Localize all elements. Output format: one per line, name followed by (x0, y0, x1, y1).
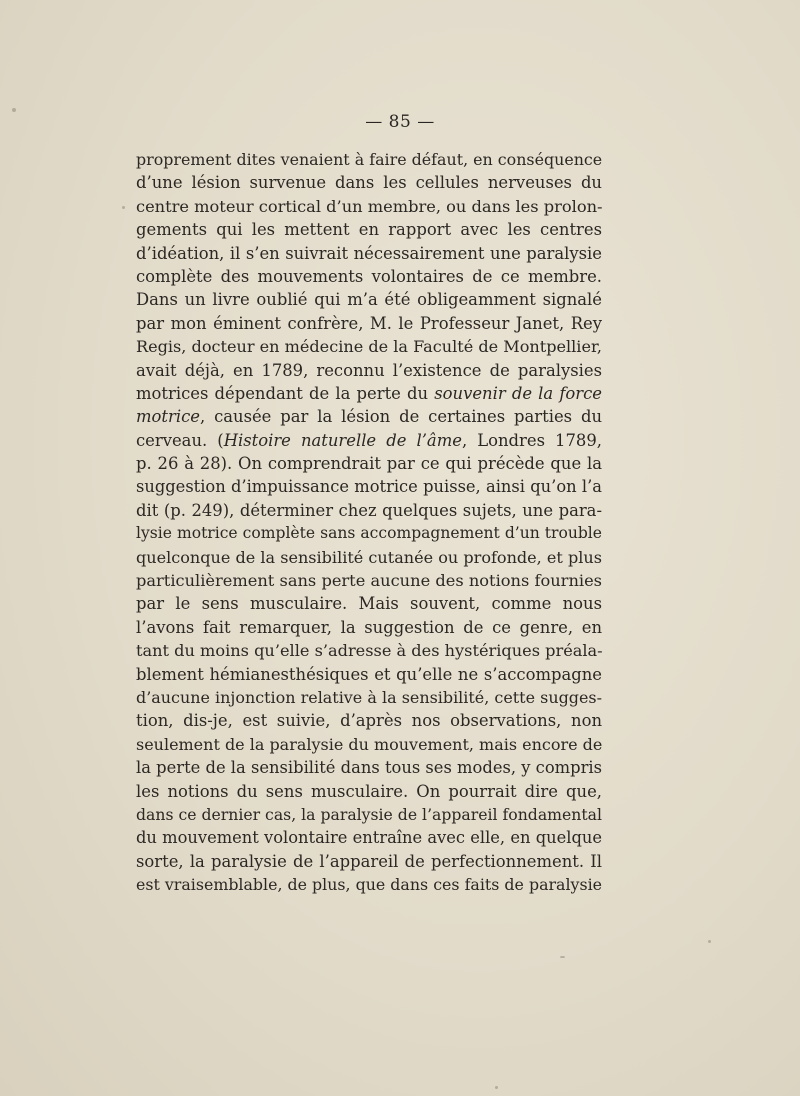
text-segment: blement hémianesthésiques et qu’elle ne s’accompagne (136, 664, 602, 684)
text-segment: complète des mouvements volontaires de ce membre. (136, 266, 602, 286)
text-segment: d’idéation, il s’en suivrait nécessairement une paralysie (136, 243, 602, 263)
text-segment: sorte, la paralysie de l’appareil de perfectionnement. Il (136, 851, 602, 871)
text-line (136, 733, 602, 756)
text-segment: les notions du sens musculaire. On pourrait dire que, (136, 781, 602, 801)
text-line (136, 195, 602, 218)
text-line (136, 709, 602, 732)
text-segment: centre moteur cortical d’un membre, ou dans les prolon- (136, 196, 603, 216)
text-line (136, 616, 602, 639)
text-line (136, 522, 602, 545)
italic-segment: motrice (136, 407, 200, 427)
text-line (136, 639, 602, 662)
text-segment: par mon éminent confrère, M. le Professeur Janet, Rey (136, 313, 602, 333)
text-segment: gements qui les mettent en rapport avec les centres (136, 220, 602, 240)
text-line (136, 335, 602, 358)
text-line (136, 826, 602, 849)
text-segment: avait déjà, en 1789, reconnu l’existence de paralysies (136, 360, 602, 380)
italic-segment: Histoire naturelle de l’âme (223, 430, 462, 450)
text-segment: , causée par la lésion de certaines parties du (199, 407, 602, 427)
text-segment: d’aucune injonction relative à la sensibilité, cette sugges- (136, 687, 602, 707)
text-line (136, 265, 602, 288)
text-segment: du mouvement volontaire entraîne avec elle, en quelque (136, 828, 602, 848)
text-segment: dans ce dernier cas, la paralysie de l’appareil fondamental (136, 804, 602, 824)
body-text (136, 148, 602, 897)
text-segment: la perte de la sensibilité dans tous ses modes, y compris (136, 758, 602, 778)
text-segment: dit (p. 249), déterminer chez quelques sujets, une para- (136, 500, 602, 520)
text-line (136, 429, 602, 452)
text-line (136, 803, 602, 826)
text-segment: quelconque de la sensibilité cutanée ou profonde, et plus (136, 547, 602, 567)
text-segment: cerveau. ( (136, 430, 224, 450)
text-segment: lysie motrice complète sans accompagnement d’un trouble (136, 524, 602, 543)
text-line (136, 242, 602, 265)
text-segment: l’avons fait remarquer, la suggestion de ce genre, en (136, 617, 602, 637)
text-line (136, 780, 602, 803)
text-segment: est vraisemblable, de plus, que dans ces faits de paralysie (136, 875, 602, 895)
italic-segment: souvenir de la force (434, 383, 602, 403)
text-segment: suggestion d’impuissance motrice puisse, ainsi qu’on l’a (136, 477, 602, 497)
text-line (136, 663, 602, 686)
text-line (136, 382, 602, 405)
text-segment: Regis, docteur en médecine de la Faculté de Montpellier, (136, 337, 602, 357)
text-line (136, 475, 602, 498)
text-line (136, 873, 602, 896)
text-line (136, 546, 602, 569)
text-segment: , Londres 1789, (461, 430, 602, 450)
text-line (136, 592, 602, 615)
text-segment: par le sens musculaire. Mais souvent, comme nous (136, 594, 602, 614)
text-segment: d’une lésion survenue dans les cellules nerveuses du (136, 173, 602, 193)
text-segment: particulièrement sans perte aucune des notions fournies (136, 571, 602, 591)
text-segment: Dans un livre oublié qui m’a été obligeamment signalé (136, 290, 602, 310)
text-line (136, 288, 602, 311)
page-number: — 85 — (365, 112, 435, 132)
text-line (136, 686, 602, 709)
text-line (136, 148, 602, 171)
text-segment: tion, dis-je, est suivie, d’après nos observations, non (136, 711, 602, 731)
text-line (136, 452, 602, 475)
text-line (136, 359, 602, 382)
text-segment: motrices dépendant de la perte du (136, 383, 435, 403)
paper-speck (708, 940, 711, 943)
text-line (136, 218, 602, 241)
text-line (136, 756, 602, 779)
text-line (136, 569, 602, 592)
text-line (136, 499, 602, 522)
text-line (136, 312, 602, 335)
paper-speck (122, 206, 125, 209)
text-segment: seulement de la paralysie du mouvement, mais encore de (136, 734, 603, 754)
text-line (136, 850, 602, 873)
paper-speck (495, 1086, 498, 1089)
text-line (136, 405, 602, 428)
text-line (136, 171, 602, 194)
paper-speck (12, 108, 16, 112)
text-segment: proprement dites venaient à faire défaut, en conséquence (136, 150, 603, 169)
text-segment: p. 26 à 28). On comprendrait par ce qui précède que la (136, 454, 602, 474)
paper-speck (560, 956, 565, 958)
text-segment: tant du moins qu’elle s’adresse à des hystériques préala- (136, 641, 603, 661)
